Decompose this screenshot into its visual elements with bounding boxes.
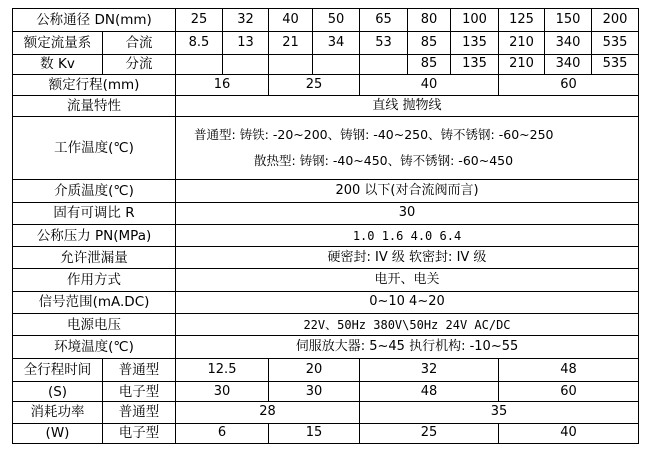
dn-value: 40 [269, 9, 313, 32]
signal-range-label: 信号范围(mA.DC) [13, 291, 176, 313]
power-consumption-label-bottom: (W) [13, 423, 103, 443]
stroke-time-label-top: 全行程时间 [13, 358, 103, 381]
power-consumption-electronic-row [13, 423, 639, 443]
stroke-time-normal-value: 12.5 [176, 358, 269, 381]
stroke-value: 16 [176, 74, 269, 95]
rangeability-row [13, 202, 639, 224]
ambient-temperature-value: 伺服放大器: 5~45 执行机构: -10~55 [176, 336, 639, 358]
power-consumption-label-top: 消耗功率 [13, 402, 103, 423]
power-supply-row [13, 314, 639, 336]
action-mode-value: 电开、电关 [176, 269, 639, 291]
stroke-time-normal-row [13, 358, 639, 381]
stroke-time-normal-value: 32 [360, 358, 499, 381]
power-consumption-electronic-label: 电子型 [103, 423, 176, 443]
stroke-time-normal-value: 20 [269, 358, 360, 381]
kv-single-value: 53 [360, 32, 408, 54]
kv-split-empty [176, 54, 223, 74]
stroke-time-electronic-label: 电子型 [103, 381, 176, 401]
medium-temperature-row [13, 180, 639, 202]
kv-split-value: 535 [592, 54, 639, 74]
kv-single-value: 8.5 [176, 32, 223, 54]
working-temperature-row [13, 117, 639, 180]
kv-split-value: 85 [408, 54, 451, 74]
kv-single-value: 13 [223, 32, 269, 54]
working-temperature-label: 工作温度(℃) [13, 117, 176, 180]
kv-single-label: 合流 [103, 32, 176, 54]
nominal-pressure-label: 公称压力 PN(MPa) [13, 224, 176, 246]
power-consumption-normal-value: 35 [360, 402, 639, 423]
medium-temperature-label: 介质温度(℃) [13, 180, 176, 202]
kv-single-value: 34 [313, 32, 360, 54]
rangeability-value: 30 [176, 202, 639, 224]
kv-split-empty [313, 54, 360, 74]
kv-single-value: 21 [269, 32, 313, 54]
flow-characteristic-row [13, 96, 639, 117]
kv-single-value: 135 [451, 32, 499, 54]
stroke-time-label-bottom: (S) [13, 381, 103, 401]
dn-value: 100 [451, 9, 499, 32]
power-supply-label: 电源电压 [13, 314, 176, 336]
dn-value: 25 [176, 9, 223, 32]
dn-value: 150 [545, 9, 592, 32]
kv-single-value: 340 [545, 32, 592, 54]
stroke-time-normal-value: 48 [499, 358, 639, 381]
medium-temperature-value: 200 以下(对合流阀而言) [176, 180, 639, 202]
stroke-time-electronic-value: 30 [176, 381, 269, 401]
kv-split-row [13, 54, 639, 74]
kv-split-empty [360, 54, 408, 74]
working-temperature-value [176, 117, 639, 180]
valve-spec-table [12, 8, 639, 444]
dn-value: 50 [313, 9, 360, 32]
power-consumption-normal-value: 28 [176, 402, 360, 423]
ambient-temperature-label: 环境温度(℃) [13, 336, 176, 358]
stroke-time-electronic-value: 48 [360, 381, 499, 401]
dn-value: 80 [408, 9, 451, 32]
power-consumption-normal-label: 普通型 [103, 402, 176, 423]
rated-stroke-label: 额定行程(mm) [13, 74, 176, 95]
leakage-value: 硬密封: IV 级 软密封: IV 级 [176, 247, 639, 269]
leakage-row [13, 247, 639, 269]
rangeability-label: 固有可调比 R [13, 202, 176, 224]
stroke-time-electronic-value: 60 [499, 381, 639, 401]
signal-range-row [13, 291, 639, 313]
kv-split-empty [269, 54, 313, 74]
stroke-value: 25 [269, 74, 360, 95]
power-consumption-electronic-value: 15 [269, 423, 360, 443]
flow-characteristic-label: 流量特性 [13, 96, 176, 117]
stroke-time-electronic-row [13, 381, 639, 401]
kv-split-empty [223, 54, 269, 74]
nominal-pressure-value: 1.0 1.6 4.0 6.4 [176, 224, 639, 246]
power-consumption-electronic-value: 40 [499, 423, 639, 443]
stroke-time-electronic-value: 30 [269, 381, 360, 401]
kv-split-label: 分流 [103, 54, 176, 74]
working-temperature-line-cooling: 散热型: 铸钢: -40~450、铸不锈钢: -60~450 [254, 153, 514, 169]
kv-single-value: 210 [499, 32, 545, 54]
flow-characteristic-value: 直线 抛物线 [176, 96, 639, 117]
dn-value: 65 [360, 9, 408, 32]
stroke-value: 40 [360, 74, 499, 95]
action-mode-label: 作用方式 [13, 269, 176, 291]
signal-range-value: 0~10 4~20 [176, 291, 639, 313]
kv-split-value: 135 [451, 54, 499, 74]
dn-value: 200 [592, 9, 639, 32]
kv-single-row [13, 32, 639, 54]
kv-split-value: 340 [545, 54, 592, 74]
action-mode-row [13, 269, 639, 291]
kv-split-value: 210 [499, 54, 545, 74]
nominal-pressure-row [13, 224, 639, 246]
power-supply-value: 22V、50Hz 380V\50Hz 24V AC/DC [176, 314, 639, 336]
dn-value: 32 [223, 9, 269, 32]
kv-single-value: 85 [408, 32, 451, 54]
power-consumption-electronic-value: 25 [360, 423, 499, 443]
dn-value: 125 [499, 9, 545, 32]
ambient-temperature-row [13, 336, 639, 358]
nominal-diameter-label: 公称通径 DN(mm) [13, 9, 176, 32]
stroke-value: 60 [499, 74, 639, 95]
nominal-diameter-row [13, 9, 639, 32]
working-temperature-line-normal: 普通型: 铸铁: -20~200、铸钢: -40~250、铸不锈钢: -60~250 [194, 127, 554, 143]
kv-single-value: 535 [592, 32, 639, 54]
kv-label-top: 额定流量系 [13, 32, 103, 54]
rated-stroke-row [13, 74, 639, 95]
power-consumption-normal-row [13, 402, 639, 423]
leakage-label: 允许泄漏量 [13, 247, 176, 269]
stroke-time-normal-label: 普通型 [103, 358, 176, 381]
power-consumption-electronic-value: 6 [176, 423, 269, 443]
kv-label-bottom: 数 Kv [13, 54, 103, 74]
